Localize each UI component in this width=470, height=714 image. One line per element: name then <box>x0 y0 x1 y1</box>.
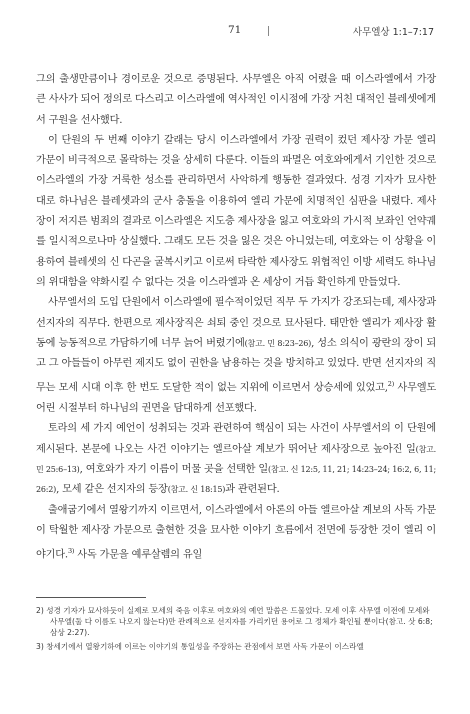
footnotes <box>36 605 436 652</box>
paragraph-5-text-a: 출애굽기에서 열왕기까지 이르면서, 이스라엘에서 아론의 아들 엘르아살 계보의 사독 가문이 탁월한 제사장 가문으로 출현한 것을 묘사한 이야기 흐름에서 전면에 등장한 것이 엘리 이야기다. <box>36 504 436 561</box>
scripture-reference: (참고. 민 25:6–13) <box>36 444 436 475</box>
paragraph-3-text-a: 사무엘서의 도입 단원에서 이스라엘에 필수적이었던 직무 두 가지가 강조되는데, 제사장과 선지자의 직무다. 한편으로 제사장직은 쇠퇴 중인 것으로 묘사된다. 태만한 엘리가 제사장 활동에 능동적으로 가담하기에 너무 늙어 버렸기에 <box>36 297 436 349</box>
scripture-reference: (참고. 신 18:15) <box>167 485 226 495</box>
footnote-2: 2) 성경 기자가 묘사하듯이 실제로 모세의 죽음 이후로 여호와의 예언 말씀은 드물었다. 모세 이후 사무엘 이전에 모세와 사무엘(둘 다 이름도 나오지 않는다)만 관례적으로 선지자를 가리키던 용어로 그 정체가 확인될 뿐이다(참고. 삿 6:8; 삼상 2:27). <box>36 606 433 637</box>
scripture-reference: (참고. 민 8:23–26) <box>244 338 312 348</box>
paragraph-4-text-d: 과 관련된다. <box>225 484 280 496</box>
paragraph-5 <box>36 501 436 566</box>
footnote-divider <box>36 597 146 598</box>
paragraph-3-text-c: 사무엘도 어린 시절부터 하나님의 권면을 담대하게 선포했다. <box>36 382 436 415</box>
footnote-marker: 3) <box>67 547 75 556</box>
paragraph-1: 그의 출생만큼이나 경이로운 것으로 증명된다. 사무엘은 아직 어렸을 때 이스라엘에서 가장 큰 사사가 되어 정의로 다스리고 이스라엘에 역사적인 이시점에 가장 거친 대적인 블레셋에게서 구원을 선사했다. <box>36 74 436 126</box>
page-number: 71 <box>228 24 242 36</box>
paragraph-4 <box>36 419 436 500</box>
body-text <box>36 70 436 566</box>
footnote-3: 3) 창세기에서 열왕기하에 이르는 이야기의 통일성을 주장하는 관점에서 보면 사독 가문이 이스라엘 <box>36 642 364 651</box>
paragraph-2: 이 단원의 두 번째 이야기 갈래는 당시 이스라엘에서 가장 권력이 컸던 제사장 가문 엘리 가문이 비극적으로 몰락하는 것을 상세히 다룬다. 이들의 파멸은 여호와에게서 기인한 것으로 이스라엘의 가장 거룩한 성소를 관리하면서 사악하게 행동한 결과였다. 성경 기자가 묘사한 대로 하나님은 블레셋과의 군사 충돌을 이용하여 엘리 가문에 치명적인 심판을 내렸다. 제사장이 저지른 범죄의 결과로 이스라엘은 지도층 제사장을 잃고 여호와의 가시적 보좌인 언약궤를 일시적으로나마 상실했다. 그래도 모든 것을 잃은 것은 아니었는데, 여호와는 이 상황을 이용하여 블레셋의 신 다곤을 굴복시키고 이로써 타락한 제사장도 위협적인 이방 세력도 하나님의 위대함을 약화시킬 수 없다는 것을 이스라엘과 온 세상이 거듭 확인하게 만들었다. <box>36 134 436 288</box>
running-head: 사무엘상 1:1–7:17 <box>352 27 434 38</box>
header-divider <box>268 26 269 36</box>
paragraph-3-text-b: , 성소 의식이 광란의 장이 되고 그 아들들이 아무런 제지도 없이 권한을 남용하는 것을 방치하고 있었다. 반면 선지자의 직무는 모세 시대 이후 한 번도 도달한 적이 없는 지위에 이르면서 상승세에 있었고, <box>36 337 436 394</box>
page-header <box>0 24 470 44</box>
paragraph-4-text-c: , 모세 같은 선지자의 등장 <box>56 484 168 496</box>
paragraph-3 <box>36 293 436 419</box>
scripture-reference: (참고. 신 12:5, 11, 21; 14:23–24; 16:2, 6, 11; 26:2) <box>36 465 436 495</box>
paragraph-4-text-a: 토라의 세 가지 예언이 성취되는 것과 관련하여 핵심이 되는 사건이 사무엘서의 이 단원에 제시된다. 본문에 나오는 사건 이야기는 엘르아살 계보가 뛰어난 제사장으로 높아진 일 <box>36 423 436 455</box>
footnote-marker: 2) <box>387 380 395 389</box>
paragraph-5-text-b: 사독 가문을 예루살렘의 유일 <box>74 549 203 561</box>
paragraph-4-text-b: , 여호와가 자기 이름이 머물 곳을 선택한 일 <box>79 464 269 476</box>
